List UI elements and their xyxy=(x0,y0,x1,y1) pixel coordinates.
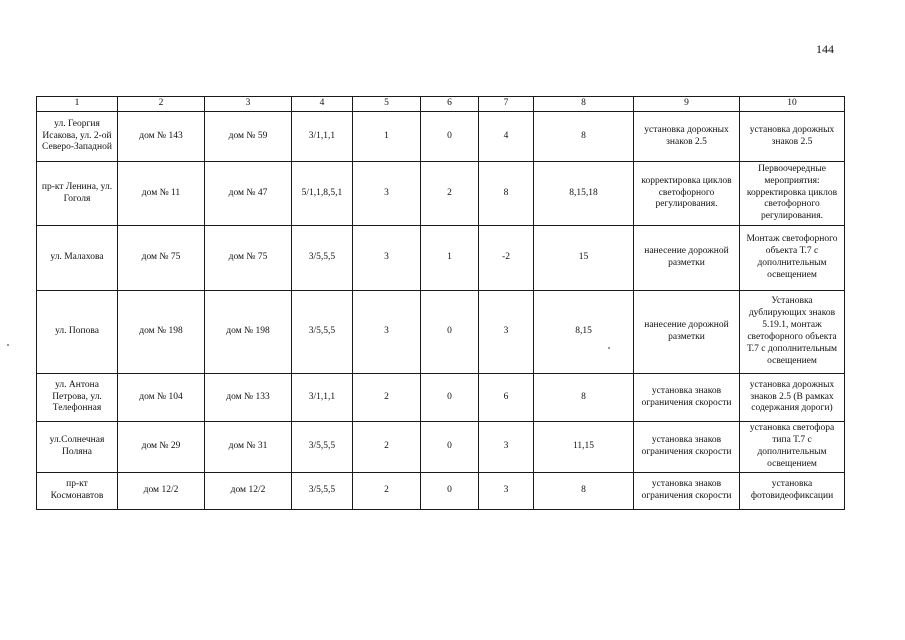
table-cell: Установка дублирующих знаков 5.19.1, монтаж светофорного объекта Т.7 с дополнительным освещением xyxy=(740,291,845,374)
table-cell: 3/1,1,1 xyxy=(292,374,353,422)
table-cell: 3/5,5,5 xyxy=(292,291,353,374)
table-header-row xyxy=(37,97,845,112)
table-row xyxy=(37,472,845,509)
table-cell: установка фотовидеофиксации xyxy=(740,472,845,509)
table-row xyxy=(37,291,845,374)
table-cell: 11,15 xyxy=(534,422,634,473)
table-cell: установка знаков ограничения скорости xyxy=(634,472,740,509)
table-cell: 2 xyxy=(353,422,421,473)
table-cell: установка дорожных знаков 2.5 xyxy=(740,112,845,162)
table-cell: пр-кт Ленина, ул. Гоголя xyxy=(37,162,118,226)
table-cell: дом 12/2 xyxy=(205,472,292,509)
table-cell: установка светофора типа Т.7 с дополнительным освещением xyxy=(740,422,845,473)
table-cell: Монтаж светофорного объекта Т.7 с дополнительным освещением xyxy=(740,226,845,291)
column-header: 5 xyxy=(353,97,421,112)
table-cell: 2 xyxy=(421,162,479,226)
table-cell: 0 xyxy=(421,472,479,509)
table-cell: 3 xyxy=(353,291,421,374)
table-cell: 3 xyxy=(353,226,421,291)
table-cell: -2 xyxy=(479,226,534,291)
table-cell: 0 xyxy=(421,112,479,162)
column-header: 8 xyxy=(534,97,634,112)
table-cell: дом № 11 xyxy=(118,162,205,226)
table-row xyxy=(37,374,845,422)
table-cell: установка дорожных знаков 2.5 xyxy=(634,112,740,162)
scan-speck xyxy=(7,344,9,346)
column-header: 1 xyxy=(37,97,118,112)
table-cell: дом № 29 xyxy=(118,422,205,473)
table-cell: 3/5,5,5 xyxy=(292,472,353,509)
table-cell: ул. Малахова xyxy=(37,226,118,291)
table-cell: 8 xyxy=(534,112,634,162)
table-cell: 1 xyxy=(421,226,479,291)
column-header: 7 xyxy=(479,97,534,112)
table-cell: дом № 75 xyxy=(205,226,292,291)
table-cell: 2 xyxy=(353,374,421,422)
column-header: 10 xyxy=(740,97,845,112)
table-cell: 6 xyxy=(479,374,534,422)
table-cell: корректировка циклов светофорного регулирования. xyxy=(634,162,740,226)
table-cell: дом № 198 xyxy=(205,291,292,374)
table-cell: дом № 133 xyxy=(205,374,292,422)
column-header: 2 xyxy=(118,97,205,112)
table-cell: 5/1,1,8,5,1 xyxy=(292,162,353,226)
table-cell: ул.Солнечная Поляна xyxy=(37,422,118,473)
table-cell: 15 xyxy=(534,226,634,291)
table-cell: нанесение дорожной разметки xyxy=(634,226,740,291)
column-header: 6 xyxy=(421,97,479,112)
table-cell: 0 xyxy=(421,291,479,374)
table-cell: 3/5,5,5 xyxy=(292,422,353,473)
table-cell: 8,15 xyxy=(534,291,634,374)
table-cell: 8,15,18 xyxy=(534,162,634,226)
column-header: 3 xyxy=(205,97,292,112)
table-row xyxy=(37,226,845,291)
table-cell: дом № 104 xyxy=(118,374,205,422)
data-table xyxy=(36,96,845,510)
table-cell: дом № 31 xyxy=(205,422,292,473)
table-cell: дом № 198 xyxy=(118,291,205,374)
table-cell: 3/1,1,1 xyxy=(292,112,353,162)
table-cell: ул. Антона Петрова, ул. Телефонная xyxy=(37,374,118,422)
table-cell: ул. Попова xyxy=(37,291,118,374)
table-cell: дом 12/2 xyxy=(118,472,205,509)
table-cell: дом № 143 xyxy=(118,112,205,162)
table-cell: 3 xyxy=(479,422,534,473)
table-cell: 0 xyxy=(421,374,479,422)
table-cell: 8 xyxy=(534,374,634,422)
column-header: 4 xyxy=(292,97,353,112)
table-cell: 8 xyxy=(534,472,634,509)
table-cell: 3 xyxy=(353,162,421,226)
table-cell: Первоочередные мероприятия: корректировка циклов светофорного регулирования. xyxy=(740,162,845,226)
table-cell: установка дорожных знаков 2.5 (В рамках содержания дороги) xyxy=(740,374,845,422)
table-row xyxy=(37,162,845,226)
table-cell: дом № 59 xyxy=(205,112,292,162)
table-cell: 3 xyxy=(479,291,534,374)
table-cell: дом № 47 xyxy=(205,162,292,226)
table-cell: установка знаков ограничения скорости xyxy=(634,422,740,473)
page-number: 144 xyxy=(816,42,834,56)
table-row xyxy=(37,422,845,473)
scan-speck xyxy=(608,347,610,349)
table-cell: 8 xyxy=(479,162,534,226)
table-cell: нанесение дорожной разметки xyxy=(634,291,740,374)
table-cell: ул. Георгия Исакова, ул. 2-ой Северо-Западной xyxy=(37,112,118,162)
table-cell: установка знаков ограничения скорости xyxy=(634,374,740,422)
column-header: 9 xyxy=(634,97,740,112)
table-cell: 0 xyxy=(421,422,479,473)
table-cell: пр-кт Космонавтов xyxy=(37,472,118,509)
table-cell: 1 xyxy=(353,112,421,162)
table-cell: дом № 75 xyxy=(118,226,205,291)
table-cell: 4 xyxy=(479,112,534,162)
table-cell: 2 xyxy=(353,472,421,509)
table-cell: 3 xyxy=(479,472,534,509)
table-cell: 3/5,5,5 xyxy=(292,226,353,291)
table-row xyxy=(37,112,845,162)
